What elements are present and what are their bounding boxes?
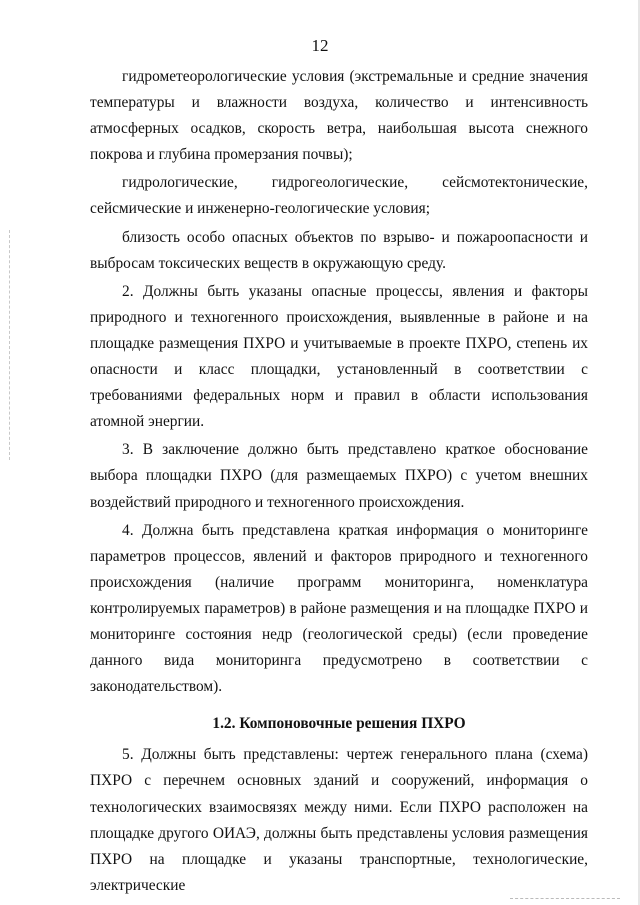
scan-margin-mark <box>9 230 11 460</box>
document-body <box>90 64 588 899</box>
paragraph-hydrometeorological: гидрометеорологические условия (экстремальные и средние значения температуры и влажности воздуха, количество и интенсивность атмосферных осадков, скорость ветра, наибольшая высота снежного покрова и глубина промерзания почвы); <box>90 68 588 164</box>
paragraph-item-3: 3. В заключение должно быть представлено краткое обоснование выбора площадки ПХРО (для размещаемых ПХРО) с учетом внешних воздействий природного и техногенного происхождения. <box>90 441 588 511</box>
paragraph-hydrological: гидрологические, гидрогеологические, сейсмотектонические, сейсмические и инженерно-геологические условия; <box>90 174 588 218</box>
page-number: 12 <box>311 36 329 55</box>
section-heading: 1.2. Компоновочные решения ПХРО <box>212 715 466 733</box>
paragraph-hazardous-objects: близость особо опасных объектов по взрыво- и пожароопасности и выбросам токсических веществ в окружающую среду. <box>90 228 588 272</box>
paragraph-item-5: 5. Должны быть представлены: чертеж генерального плана (схема) ПХРО с перечнем основных зданий и сооружений, информация о технологических взаимосвязях между ними. Если ПХРО расположен на площадке другого ОИАЭ, должны быть представлены условия размещения ПХРО на площадке и указаны транспортные, технологические, электрические <box>90 746 588 894</box>
paragraph-item-4: 4. Должна быть представлена краткая информация о мониторинге параметров процессов, явлений и факторов природного и техногенного происхождения (наличие программ мониторинга, номенклатура контролируемых параметров) в районе размещения и на площадке ПХРО и мониторинге состояния недр (геологической среды) (если проведение данного вида мониторинга предусмотрено в соответствии с законодательством). <box>90 521 588 696</box>
paragraph-item-2: 2. Должны быть указаны опасные процессы, явления и факторы природного и техногенного происхождения, выявленные в районе и на площадке размещения ПХРО и учитываемые в проекте ПХРО, степень их опасности и класс площадки, установленный в соответствии с требованиями федеральных норм и правил в области использования атомной энергии. <box>90 282 588 431</box>
